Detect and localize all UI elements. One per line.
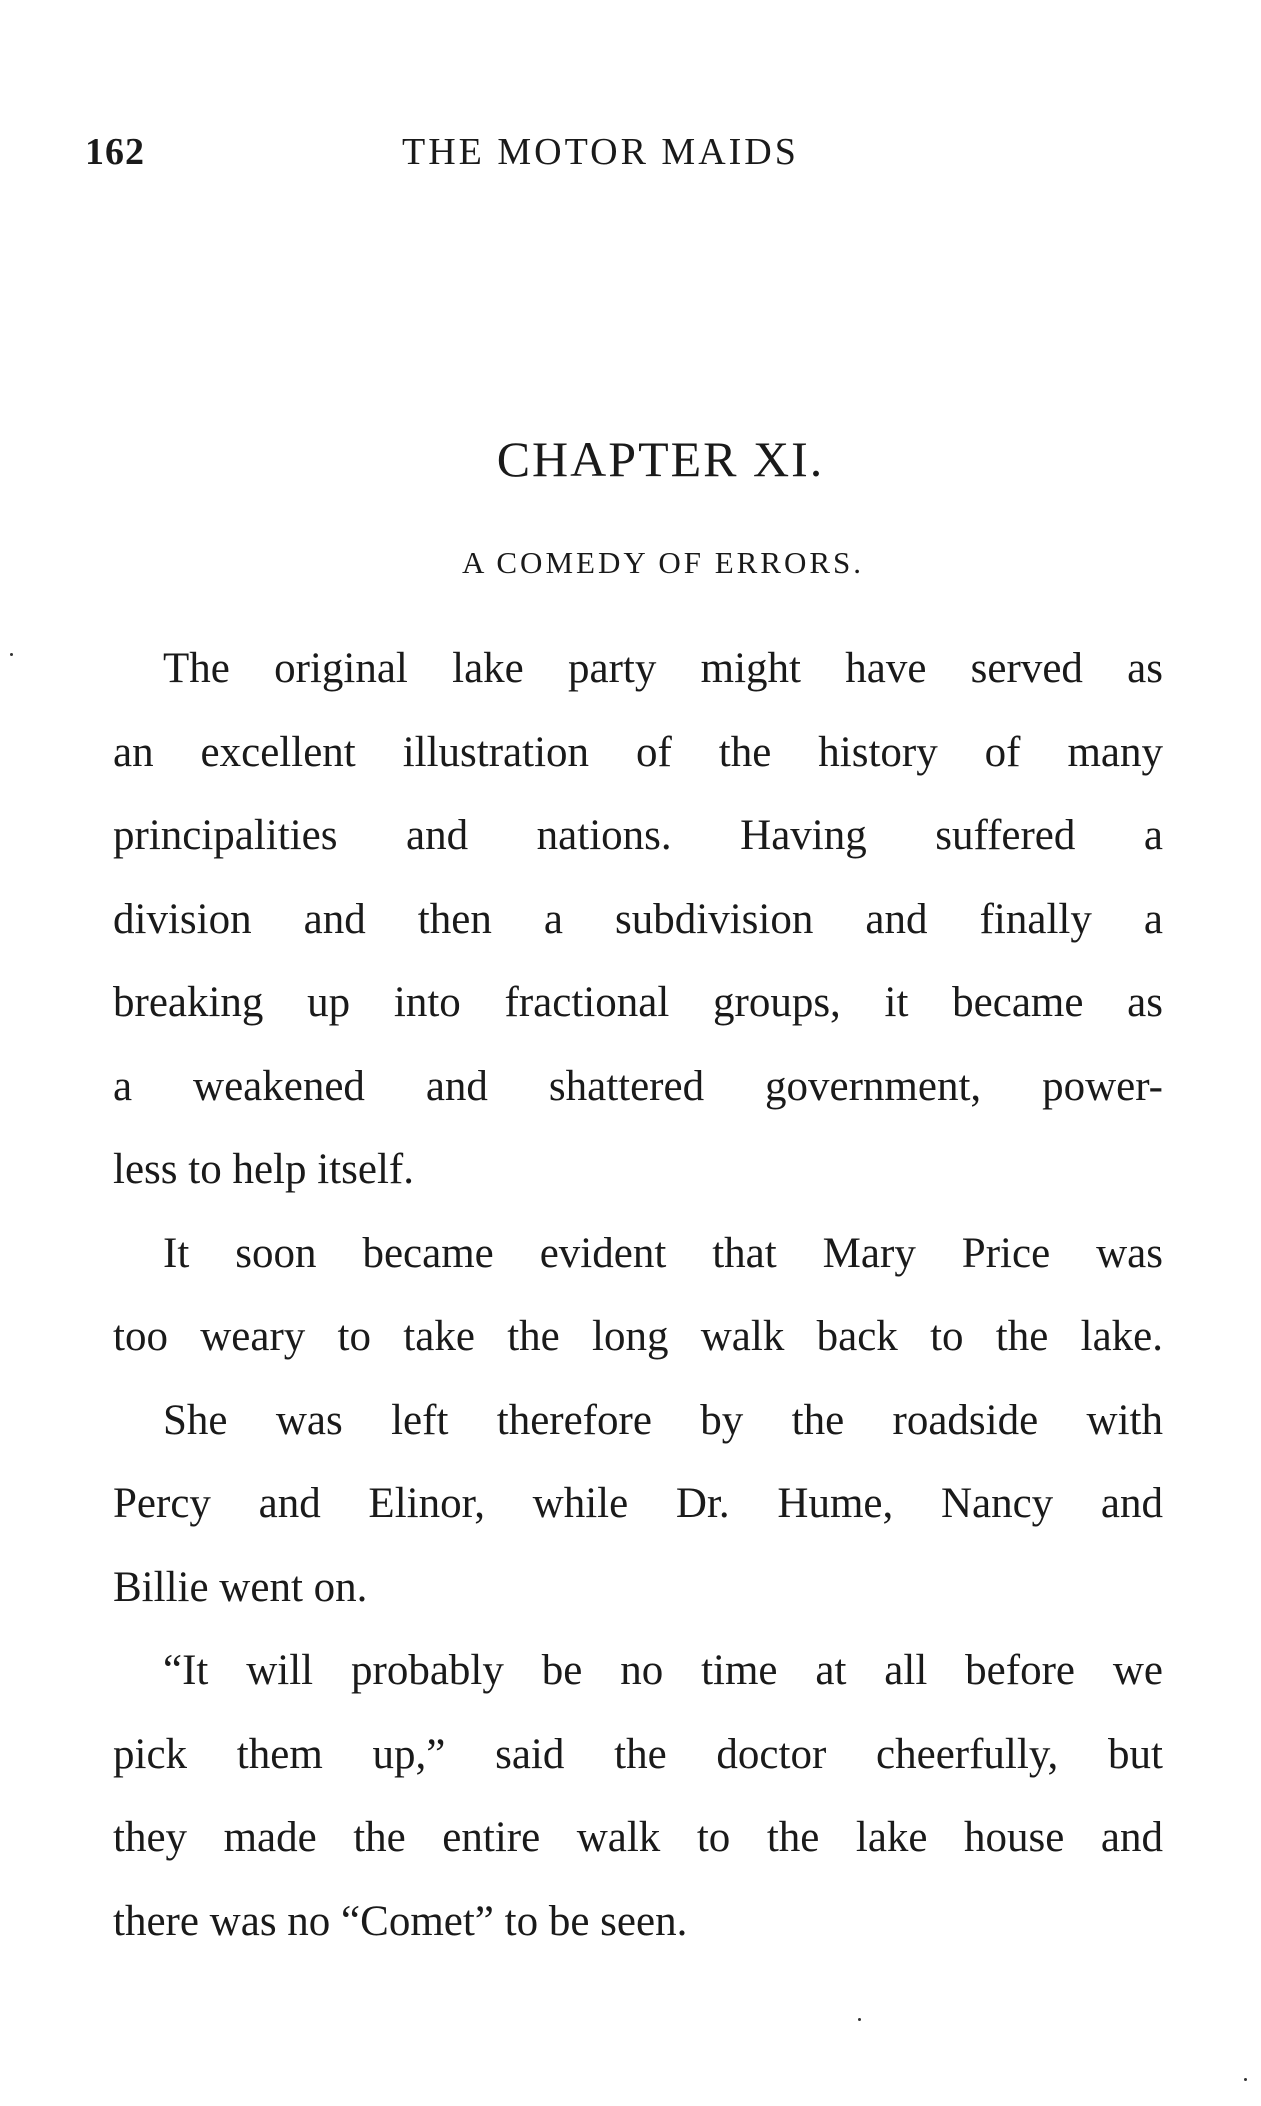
text-line: The original lake party might have served as	[163, 645, 1163, 692]
text-line: pick them up,” said the doctor cheerfully, but	[113, 1730, 1163, 1778]
running-header	[0, 130, 1261, 190]
text-line: there was no “Comet” to be seen.	[113, 1897, 688, 1945]
running-title: THE MOTOR MAIDS	[402, 131, 799, 173]
text-line: principalities and nations. Having suffered a	[113, 812, 1163, 859]
print-speck	[10, 653, 13, 656]
text-line: It soon became evident that Mary Price was	[163, 1229, 1163, 1277]
body-text	[113, 627, 1163, 1963]
chapter-heading: CHAPTER XI.	[496, 431, 825, 487]
text-line: breaking up into fractional groups, it became as	[113, 979, 1163, 1026]
text-line: they made the entire walk to the lake house and	[113, 1814, 1163, 1861]
page-number: 162	[85, 131, 145, 173]
text-line: less to help itself.	[113, 1146, 414, 1193]
text-line: “It will probably be no time at all before we	[163, 1647, 1163, 1694]
print-speck	[858, 2018, 861, 2021]
text-line: division and then a subdivision and finally a	[113, 895, 1163, 943]
text-line: Percy and Elinor, while Dr. Hume, Nancy and	[113, 1480, 1163, 1527]
text-line: too weary to take the long walk back to the lake.	[113, 1313, 1163, 1360]
print-speck	[1244, 2078, 1247, 2081]
chapter-subtitle: A COMEDY OF ERRORS.	[461, 545, 865, 580]
text-line: an excellent illustration of the history of many	[113, 728, 1163, 776]
text-line: She was left therefore by the roadside with	[163, 1396, 1163, 1444]
text-line: Billie went on.	[113, 1563, 368, 1611]
text-line: a weakened and shattered government, power-	[113, 1062, 1163, 1110]
